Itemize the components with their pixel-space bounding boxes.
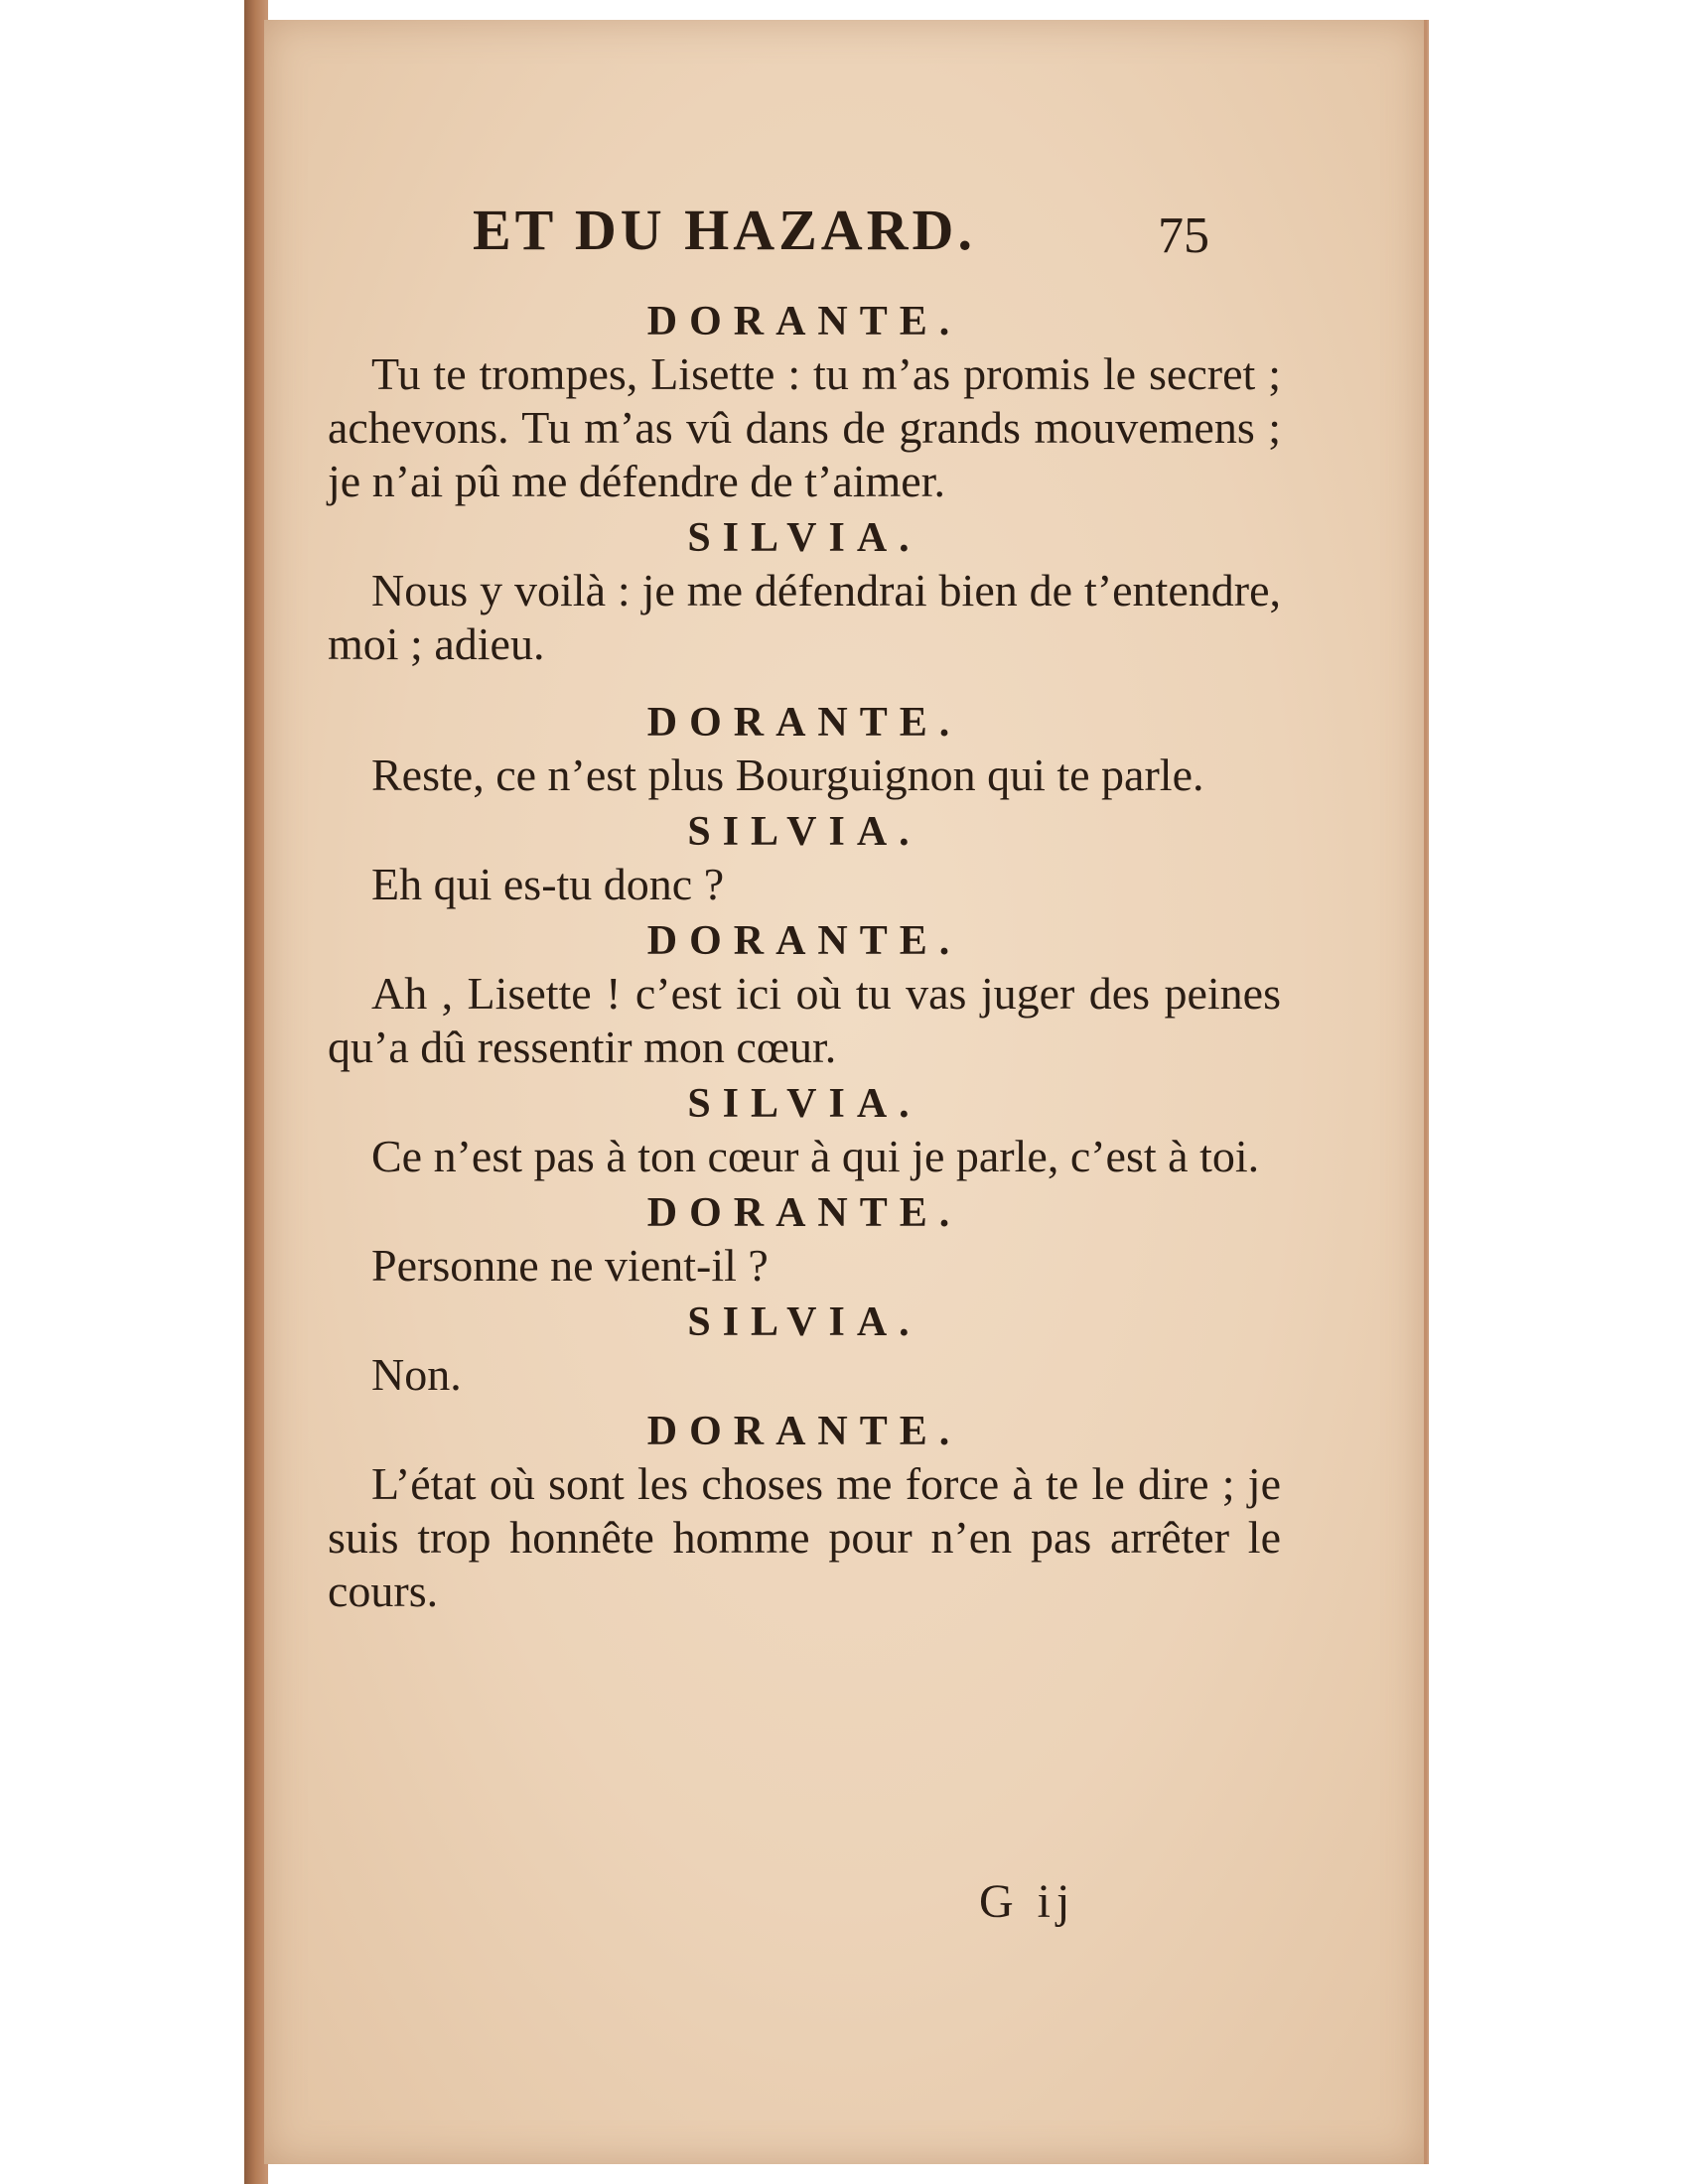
speaker-name: DORANTE.	[646, 1409, 962, 1454]
page-header	[264, 197, 1424, 276]
speech-text: L’état où sont les choses me force à te le dire ; je suis trop honnête homme pour n’en pas arrêter le cours.	[328, 1458, 1281, 1616]
speaker-name: SILVIA.	[687, 809, 921, 855]
speech-text: Non.	[371, 1349, 462, 1400]
speaker-name: DORANTE.	[646, 918, 962, 964]
speaker-name: DORANTE.	[646, 700, 962, 746]
speech-text: Eh qui es-tu donc ?	[371, 859, 725, 909]
page-number: 75	[1158, 207, 1209, 264]
speaker-name: DORANTE.	[646, 299, 962, 344]
speech-text: Personne ne vient-il ?	[371, 1240, 769, 1291]
speech-text: Reste, ce n’est plus Bourguignon qui te parle.	[371, 750, 1204, 800]
printer-signature-mark: G ij	[979, 1875, 1076, 1928]
speaker-name: SILVIA.	[687, 515, 921, 561]
speaker-name: DORANTE.	[646, 1190, 962, 1236]
speaker-name: SILVIA.	[687, 1299, 921, 1345]
speech-text: Ce n’est pas à ton cœur à qui je parle, c’est à toi.	[371, 1131, 1260, 1181]
speaker-name: SILVIA.	[687, 1081, 921, 1127]
spacer	[328, 675, 1281, 697]
speech-text: Ah , Lisette ! c’est ici où tu vas juger des peines qu’a dû ressentir mon cœur.	[328, 968, 1281, 1072]
speech-text: Nous y voilà : je me défendrai bien de t’entendre, moi ; adieu.	[328, 565, 1281, 669]
dialogue-body	[328, 296, 1281, 1622]
running-title: ET DU HAZARD.	[473, 198, 976, 262]
speech-text: Tu te trompes, Lisette : tu m’as promis le secret ; achevons. Tu m’as vû dans de grands mouvemens ; je n’ai pû me défendre de t’aimer.	[328, 348, 1281, 506]
book-page	[264, 20, 1427, 2164]
